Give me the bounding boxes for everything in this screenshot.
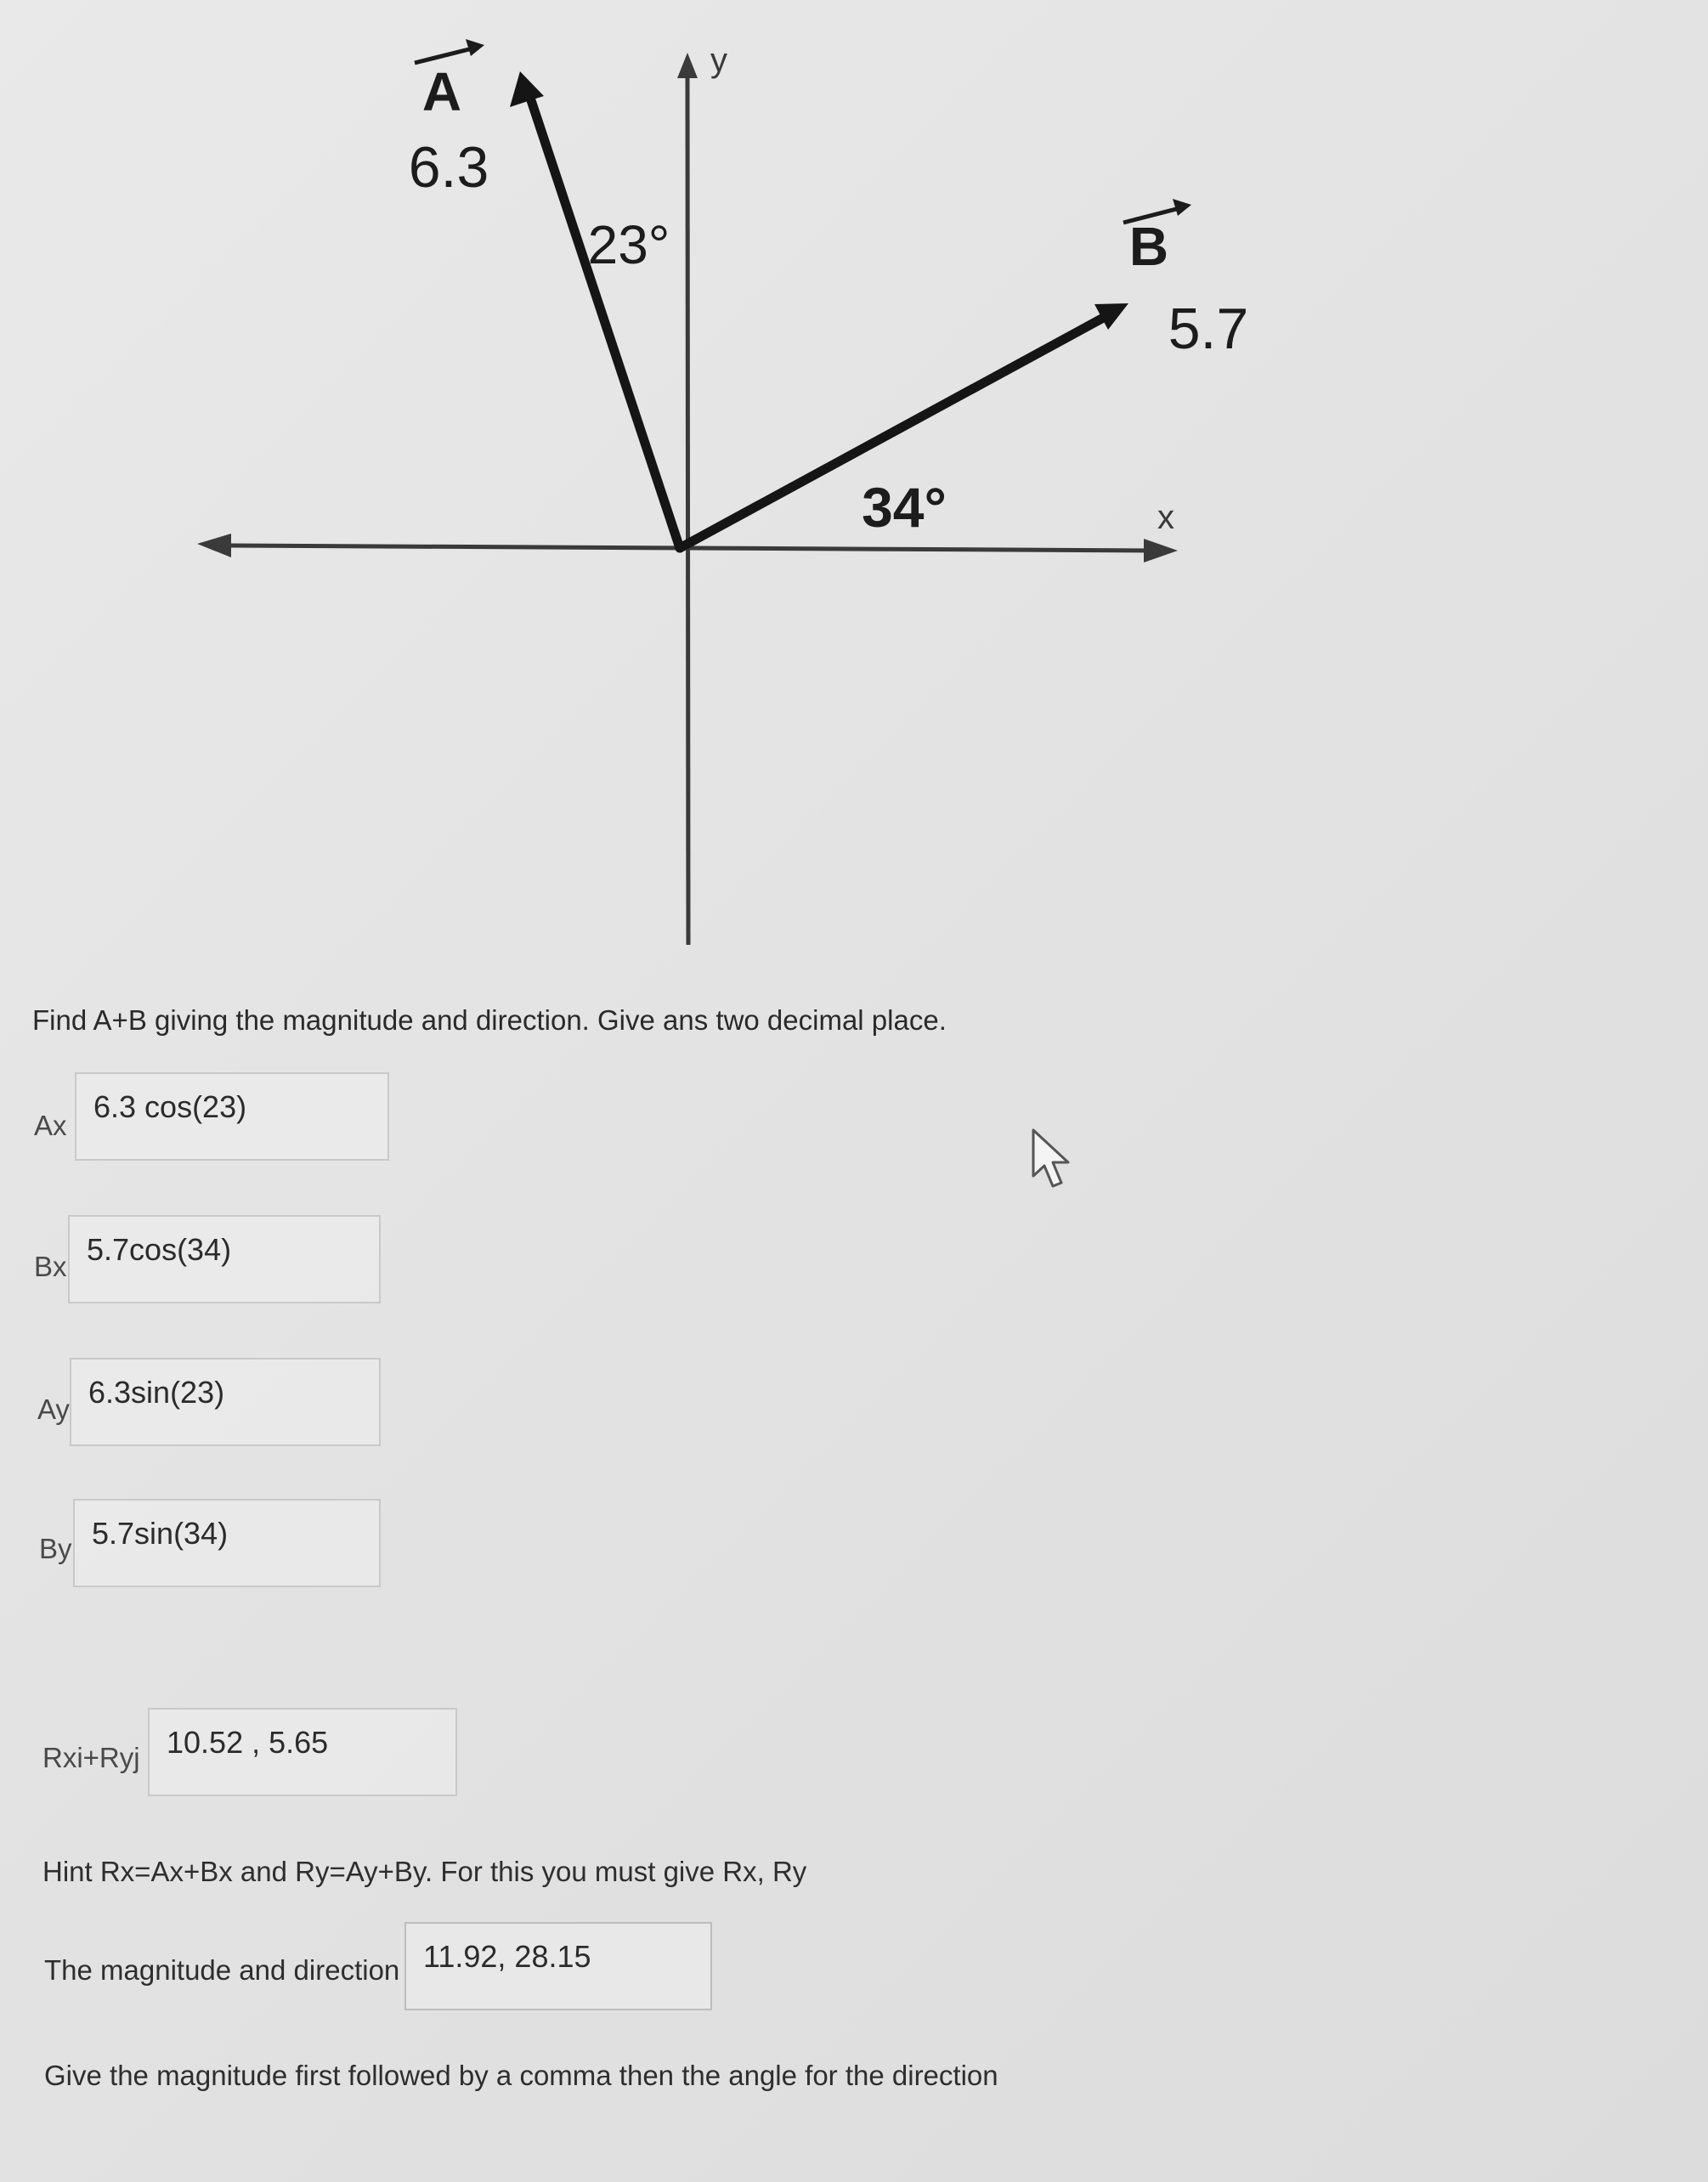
x-axis-label: x xyxy=(1157,499,1174,536)
x-axis-left-arrowhead xyxy=(197,534,231,557)
y-axis-label: y xyxy=(710,42,727,79)
resultant-label: Rxi+Ryj xyxy=(42,1742,140,1773)
resultant-input[interactable]: 10.52 , 5.65 xyxy=(148,1708,457,1796)
angle-a-label: 23° xyxy=(587,214,670,275)
ay-label: Ay xyxy=(37,1393,70,1425)
magnitude-direction-input[interactable]: 11.92, 28.15 xyxy=(404,1922,712,2010)
ay-input[interactable]: 6.3sin(23) xyxy=(70,1358,381,1446)
question-prompt: Find A+B giving the magnitude and direction. Give ans two decimal place. xyxy=(32,1004,947,1036)
instruction-text: Give the magnitude first followed by a comma then the angle for the direction xyxy=(44,2060,998,2091)
magnitude-direction-label: The magnitude and direction xyxy=(44,1954,400,1986)
by-input[interactable]: 5.7sin(34) xyxy=(73,1499,381,1587)
by-label: By xyxy=(39,1533,72,1564)
vector-diagram xyxy=(0,0,1708,969)
vector-b-label: B xyxy=(1128,216,1169,277)
y-axis-arrowhead xyxy=(677,53,698,78)
ax-input[interactable]: 6.3 cos(23) xyxy=(75,1072,389,1161)
vector-a-label: A xyxy=(421,61,462,122)
vector-a xyxy=(510,71,680,548)
y-axis xyxy=(677,53,698,945)
x-axis-right-arrowhead xyxy=(1144,539,1178,562)
angle-b-label: 34° xyxy=(862,476,947,539)
vector-a-label-group xyxy=(409,39,489,200)
ax-label: Ax xyxy=(34,1110,67,1141)
bx-label: Bx xyxy=(34,1251,67,1282)
vector-b-label-group xyxy=(1123,199,1248,361)
vector-a-magnitude: 6.3 xyxy=(408,135,489,200)
bx-input[interactable]: 5.7cos(34) xyxy=(68,1215,381,1303)
mouse-pointer-icon xyxy=(1030,1127,1081,1195)
vector-b-magnitude: 5.7 xyxy=(1168,297,1249,361)
hint-text: Hint Rx=Ax+Bx and Ry=Ay+By. For this you must give Rx, Ry xyxy=(42,1856,807,1887)
